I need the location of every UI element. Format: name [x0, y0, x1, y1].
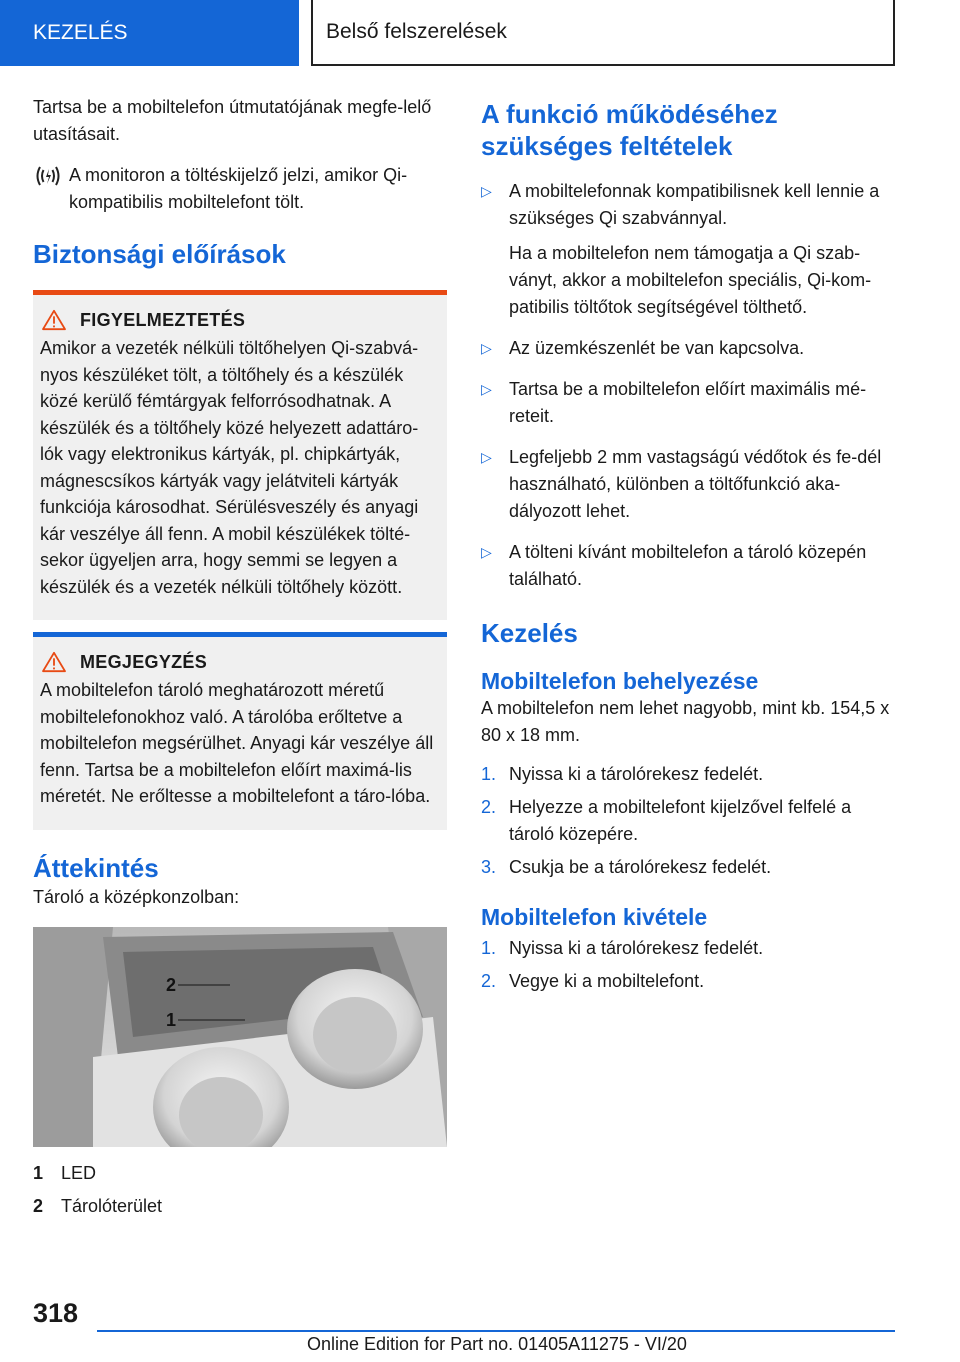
section-tab: KEZELÉS	[0, 0, 299, 66]
list-item: 2. Helyezze a mobiltelefont kijelzővel felfelé a tároló közepére.	[481, 797, 852, 844]
list-item: 1. Nyissa ki a tárolórekesz fedelét.	[481, 764, 764, 784]
page-number: 318	[33, 1298, 79, 1328]
remove-heading: Mobiltelefon kivétele	[481, 904, 708, 930]
warning-triangle-icon	[40, 309, 68, 331]
photo-label-2: 2	[166, 974, 177, 995]
bullet-triangle-icon: ▷	[481, 183, 492, 199]
bullet-triangle-icon: ▷	[481, 544, 492, 560]
left-column	[33, 94, 447, 1223]
note-box	[33, 632, 447, 830]
charging-indicator-text: A monitoron a töltéskijelző jelzi, amikor Qi-kompatibilis mobiltelefont tölt.	[69, 165, 408, 212]
list-item: ▷ Legfeljebb 2 mm vastagságú védőtok és fe-dél használható, különben a töltőfunkció aka-dályozott lehet.	[481, 444, 901, 525]
safety-heading: Biztonsági előírások	[33, 239, 286, 269]
legend-item: 2 Tárolóterület	[33, 1195, 163, 1216]
intro-paragraph: Tartsa be a mobiltelefon útmutatójának megfe-lelő utasításait.	[33, 97, 432, 144]
warning-box	[33, 290, 447, 620]
note-text: A mobiltelefon tároló meghatározott méretű mobiltelefonokhoz való. A tárolóba erőltetve a mobiltelefon megsérülhet. Anyagi kár veszélye áll fenn. Tartsa be a mobiltelefon előírt maximá-lis méretét. Ne erőltesse a mobiltelefont a táro-lóba.	[40, 680, 434, 806]
bullet-triangle-icon: ▷	[481, 340, 492, 356]
list-item: ▷ Tartsa be a mobiltelefon előírt maximális mé-reteit.	[481, 376, 901, 430]
list-item: ▷ A mobiltelefonnak kompatibilisnek kell lennie a szükséges Qi szabvánnyal. Ha a mobiltelefon nem támogatja a Qi szab-ványt, akkor a mobiltelefon speciális, Qi-kom-patibilis töltőtok segítségével tölthető.	[481, 178, 901, 321]
warning-text: Amikor a vezeték nélküli töltőhelyen Qi-szabvá-nyos készüléket tölt, a töltőhely és a készülék közé kerülő fémtárgyak felforrósodhatnak. A készülék és a töltőhely közé helyezett adattáro-lók vagy elektronikus kártyák, pl. chipkártyák, mágnescsíkos kártyák vagy jelátviteli kártyák funkciója károsodhat. Sérülésveszély és anyagi kár veszélye áll fenn. A mobil készülékek tölté-sekor ügyeljen arra, hogy semmi se legyen a készülék és a vezeték nélküli töltőhely között.	[40, 338, 419, 597]
insert-text: A mobiltelefon nem lehet nagyobb, mint kb. 154,5 x 80 x 18 mm.	[481, 698, 890, 745]
warning-title: FIGYELMEZTETÉS	[80, 309, 246, 330]
right-column	[481, 98, 901, 1001]
list-item: 2. Vegye ki a mobiltelefont.	[481, 971, 705, 991]
photo-legend	[33, 1157, 447, 1223]
overview-heading: Áttekintés	[33, 852, 159, 883]
photo-label-1: 1	[166, 1009, 177, 1030]
list-item: ▷ Az üzemkészenlét be van kapcsolva.	[481, 335, 901, 362]
wireless-charging-icon	[33, 164, 63, 188]
legend-item: 1 LED	[33, 1162, 97, 1183]
charging-indicator-paragraph	[33, 162, 447, 216]
list-item: 3. Csukja be a tárolórekesz fedelét.	[481, 857, 772, 877]
footer-divider	[97, 1330, 895, 1332]
note-triangle-icon	[40, 651, 68, 673]
list-item: ▷ A tölteni kívánt mobiltelefon a tároló közepén található.	[481, 539, 901, 593]
list-item: 1. Nyissa ki a tárolórekesz fedelét.	[481, 938, 764, 958]
operation-heading: Kezelés	[481, 618, 578, 648]
insert-heading: Mobiltelefon behelyezése	[481, 668, 759, 694]
page-header	[0, 0, 960, 66]
edition-text: Online Edition for Part no. 01405A11275 - VI/20	[307, 1334, 687, 1354]
bullet-triangle-icon: ▷	[481, 381, 492, 397]
bullet-triangle-icon: ▷	[481, 449, 492, 465]
center-console-photo	[33, 927, 447, 1147]
overview-text: Tároló a középkonzolban:	[33, 886, 240, 907]
chapter-title: Belső felszerelések	[311, 0, 895, 66]
requirements-heading: A funkció működéséhez szükséges feltételek	[481, 99, 778, 161]
note-title: MEGJEGYZÉS	[80, 651, 208, 672]
